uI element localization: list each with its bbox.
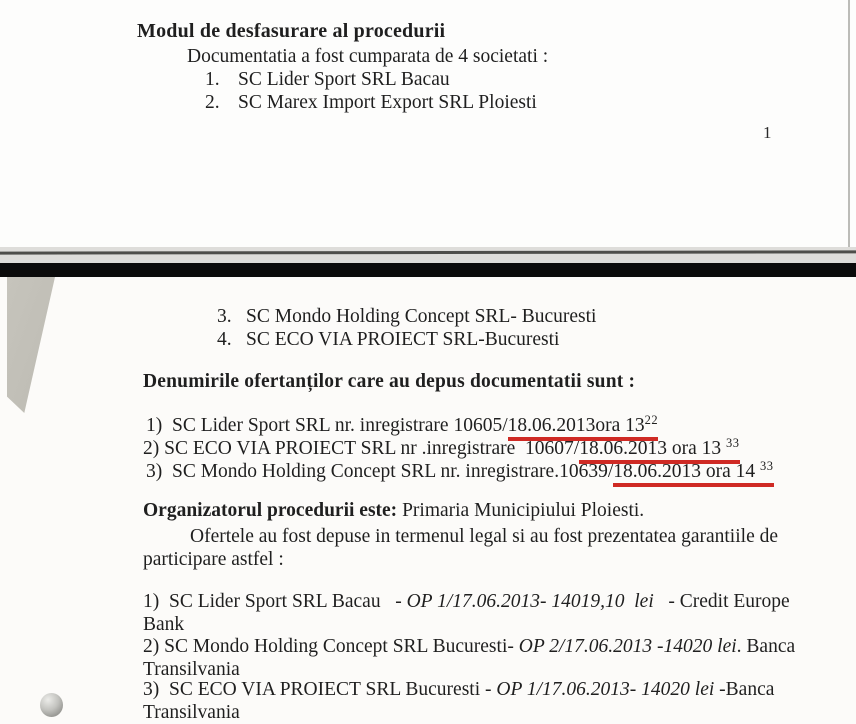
intro-line: Documentatia a fost cumparata de 4 societati : [187,46,549,67]
registration-prefix: 2) SC ECO VIA PROIECT SRL nr .inregistrare 10607/ [143,438,580,459]
superscript-minutes: 33 [760,459,774,473]
scan-edge-line [848,0,850,252]
buyer-list-item [205,69,450,91]
page-number: 1 [763,123,772,142]
bank-name-cont: Transilvania [143,701,240,723]
section-heading: Modul de desfasurare al procedurii [137,20,446,42]
list-number: 4. [217,329,232,350]
payment-order: OP 2/17.06.2013 -14020 lei [518,636,737,657]
buyer-list-item [217,306,596,328]
bank-name: -Banca [714,679,775,700]
red-underlined-date: 18.06.2013ora $13^{22}$ [508,414,659,441]
bank-name: - Credit Europe [653,591,790,612]
organizer-value: Primaria Municipiului Ploiesti. [397,500,645,521]
red-underlined-date: 18.06.2013 ora 13 $^{33}$ [579,437,739,464]
buyer-list-item [205,92,537,114]
bank-name-cont: Transilvania [143,658,240,680]
organizer-label: Organizatorul procedurii este: [143,500,398,521]
payment-order: OP 1/17.06.2013- 14020 lei [496,679,715,700]
bidder-name: 3) SC ECO VIA PROIECT SRL Bucuresti - [143,679,497,700]
bank-name: . Banca [736,636,796,657]
list-number: 1. [205,69,220,90]
scan-divider-band [0,247,856,263]
page-break-bar [0,263,856,277]
buyer-name: SC Lider Sport SRL Bacau [238,69,450,90]
payment-entry [143,679,843,724]
buyer-list-item [217,329,559,351]
bidder-name: 2) SC Mondo Holding Concept SRL Bucuresti- [143,636,519,657]
list-number: 3. [217,306,232,327]
bidder-name: 1) SC Lider Sport SRL Bacau [143,591,396,612]
registration-prefix: 1) SC Lider Sport SRL nr. inregistrare 10605/ [146,415,508,436]
organizer-line [143,500,644,522]
registration-line [146,460,774,487]
guarantees-paragraph: Ofertele au fost depuse in termenul legal si au fost prezentatea garantiile de participare astfel : [143,526,778,570]
bank-name-cont: Bank [143,613,185,635]
punch-hole-artifact [40,693,63,717]
red-underlined-date: 18.06.2013 ora 14 $^{33}$ [613,460,773,487]
registration-prefix: 3) SC Mondo Holding Concept SRL nr. inregistrare.10639/ [146,461,614,482]
superscript-minutes: 33 [726,436,740,450]
list-number: 2. [205,92,220,113]
buyer-name: SC ECO VIA PROIECT SRL-Bucuresti [246,329,560,350]
superscript-minutes: 22 [644,413,659,427]
bidders-heading: Denumirile ofertanților care au depus documentatii sunt : [143,371,636,392]
payment-entry [143,591,843,636]
buyer-name: SC Marex Import Export SRL Ploiesti [238,92,537,113]
payment-entry [143,636,843,681]
buyer-name: SC Mondo Holding Concept SRL- Bucuresti [246,306,597,327]
payment-order: - OP 1/17.06.2013- 14019,10 lei [395,591,654,612]
